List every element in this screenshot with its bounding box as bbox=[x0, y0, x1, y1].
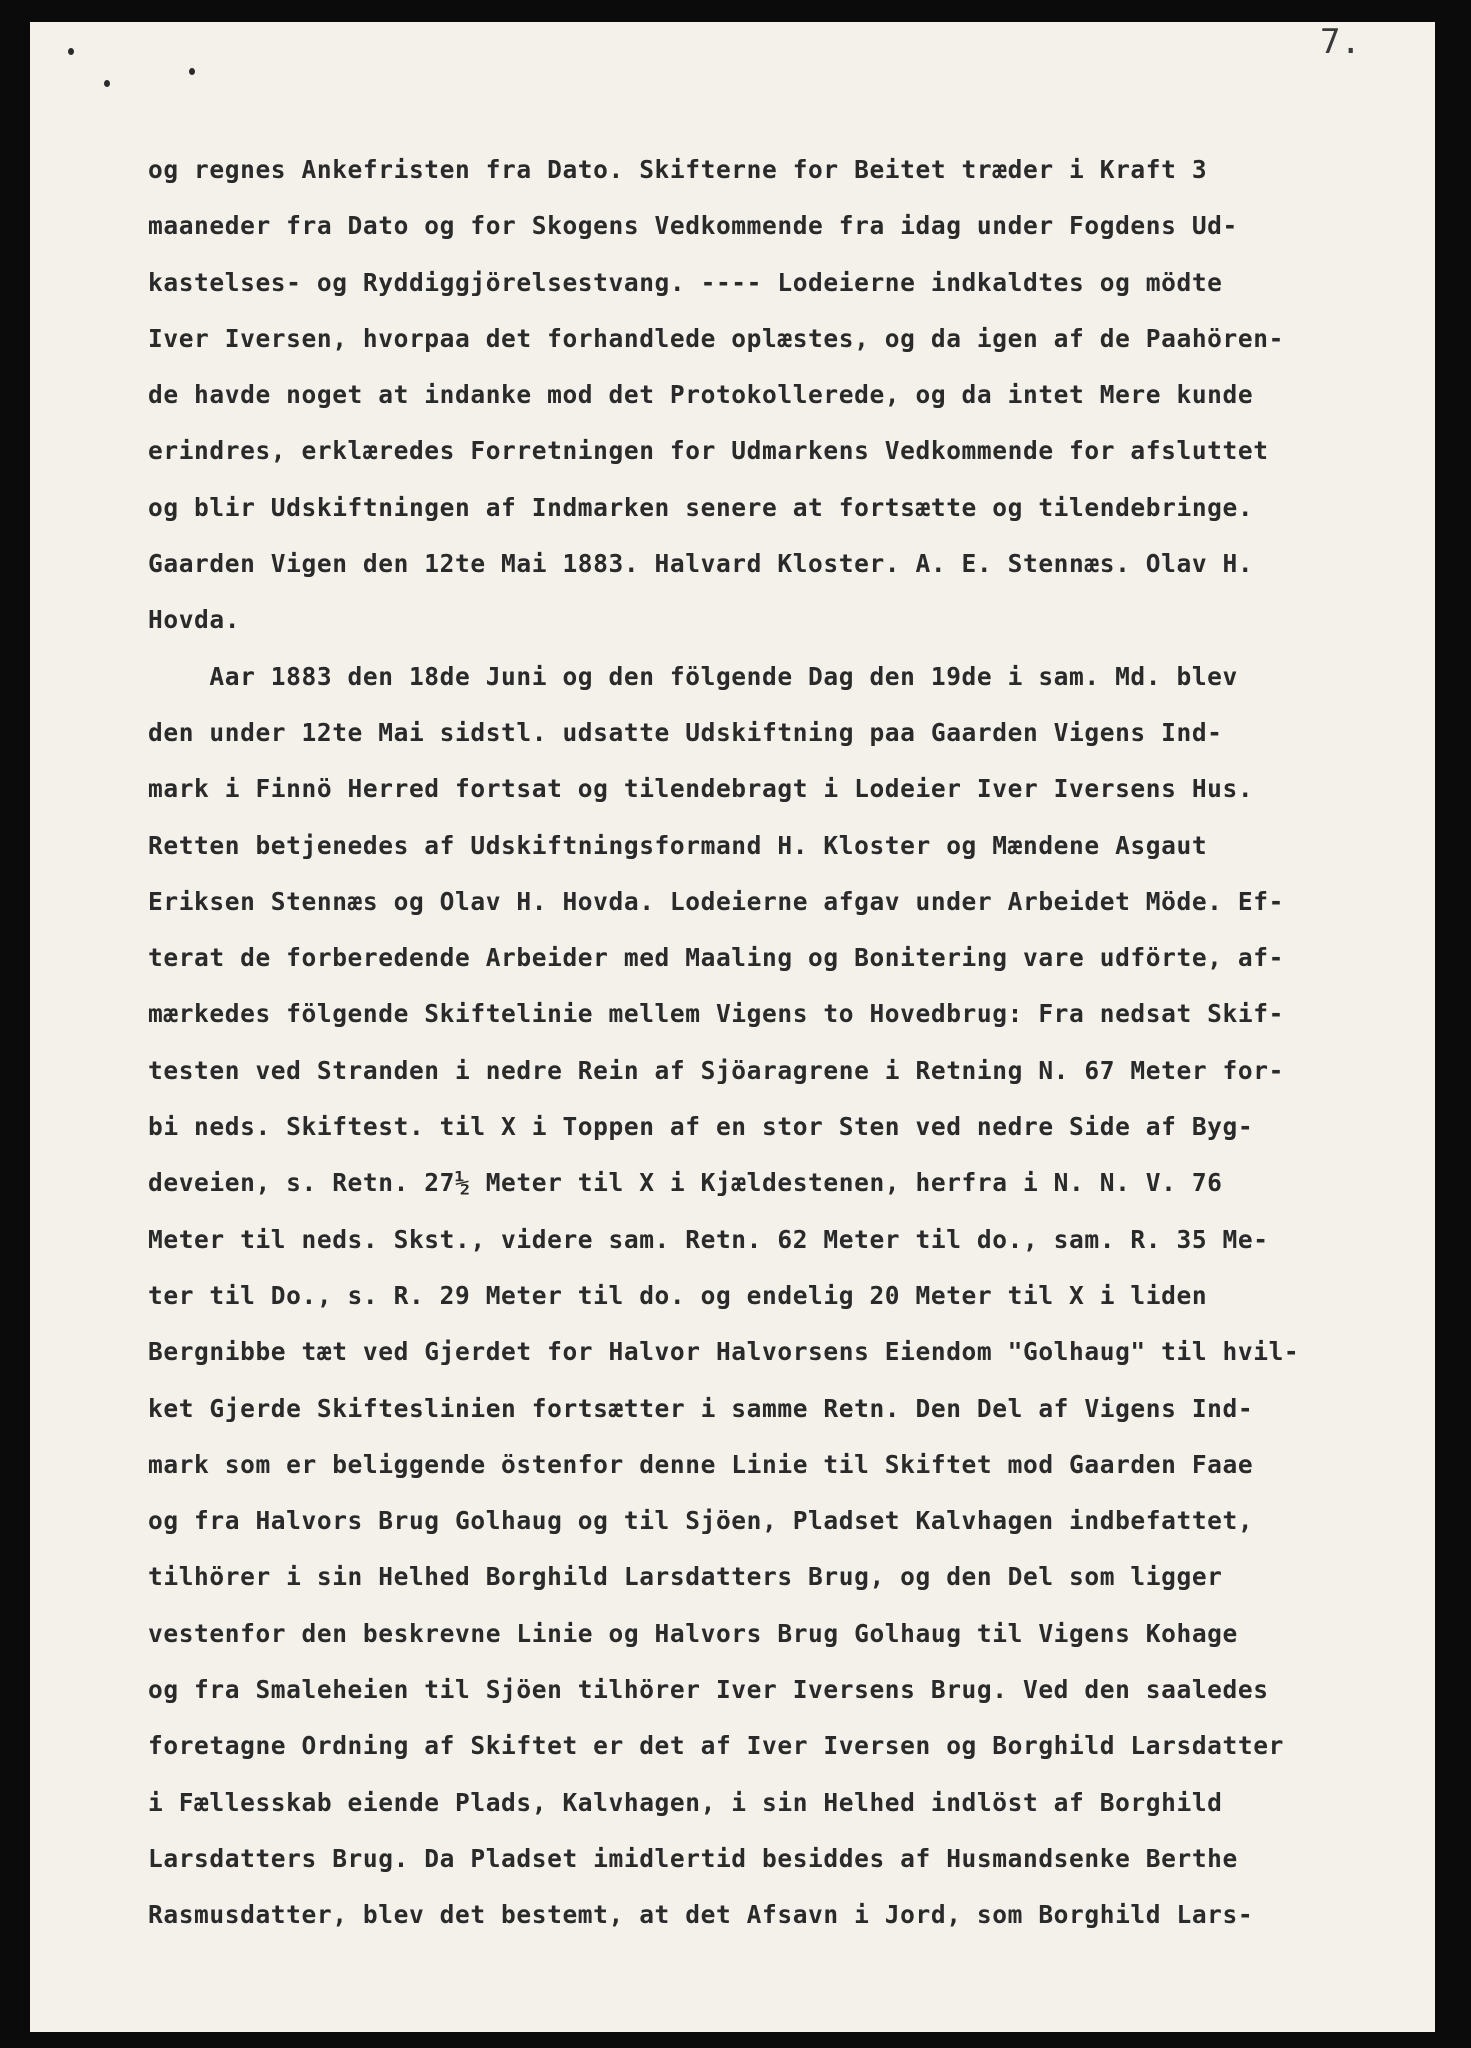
text-line: Hovda. bbox=[148, 605, 241, 635]
text-line: Rasmusdatter, blev det bestemt, at det Afsavn i Jord, som Borghild Lars- bbox=[148, 1900, 1254, 1930]
text-line: Meter til neds. Skst., videre sam. Retn. 62 Meter til do., sam. R. 35 Me- bbox=[148, 1224, 1269, 1254]
text-line: de havde noget at indanke mod det Protokollerede, og da intet Mere kunde bbox=[148, 380, 1254, 410]
text-line: og fra Halvors Brug Golhaug og til Sjöen, Pladset Kalvhagen indbefattet, bbox=[148, 1506, 1254, 1536]
text-line: mark i Finnö Herred fortsat og tilendebragt i Lodeier Iver Iversens Hus. bbox=[148, 774, 1254, 804]
text-line: Retten betjenedes af Udskiftningsformand H. Kloster og Mændene Asgaut bbox=[148, 830, 1208, 860]
text-line: mærkedes fölgende Skiftelinie mellem Vigens to Hovedbrug: Fra nedsat Skif- bbox=[148, 999, 1284, 1029]
text-line: Eriksen Stennæs og Olav H. Hovda. Lodeierne afgav under Arbeidet Möde. Ef- bbox=[148, 886, 1284, 916]
text-line: tilhörer i sin Helhed Borghild Larsdatters Brug, og den Del som ligger bbox=[148, 1562, 1223, 1592]
text-line: terat de forberedende Arbeider med Maaling og Bonitering vare udförte, af- bbox=[148, 943, 1284, 973]
text-line: maaneder fra Dato og for Skogens Vedkommende fra idag under Fogdens Ud- bbox=[148, 211, 1238, 241]
text-line: testen ved Stranden i nedre Rein af Sjöaragrene i Retning N. 67 Meter for- bbox=[148, 1055, 1284, 1085]
text-line: bi neds. Skiftest. til X i Toppen af en stor Sten ved nedre Side af Byg- bbox=[148, 1112, 1254, 1142]
text-line: mark som er beliggende östenfor denne Linie til Skiftet mod Gaarden Faae bbox=[148, 1449, 1254, 1479]
text-line: ter til Do., s. R. 29 Meter til do. og endelig 20 Meter til X i liden bbox=[148, 1280, 1208, 1310]
text-line: i Fællesskab eiende Plads, Kalvhagen, i sin Helhed indlöst af Borghild bbox=[148, 1787, 1223, 1817]
punch-mark bbox=[104, 80, 110, 87]
text-line: den under 12te Mai sidstl. udsatte Udskiftning paa Gaarden Vigens Ind- bbox=[148, 717, 1223, 747]
text-line: foretagne Ordning af Skiftet er det af Iver Iversen og Borghild Larsdatter bbox=[148, 1731, 1284, 1761]
text-line: Larsdatters Brug. Da Pladset imidlertid besiddes af Husmandsenke Berthe bbox=[148, 1843, 1238, 1873]
punch-mark bbox=[68, 48, 74, 55]
text-line: og blir Udskiftningen af Indmarken senere at fortsætte og tilendebringe. bbox=[148, 492, 1254, 522]
typewritten-text bbox=[148, 150, 1398, 1952]
text-line: og regnes Ankefristen fra Dato. Skifterne for Beitet træder i Kraft 3 bbox=[148, 155, 1208, 184]
text-line: Iver Iversen, hvorpaa det forhandlede oplæstes, og da igen af de Paahören- bbox=[148, 323, 1284, 353]
text-line: og fra Smaleheien til Sjöen tilhörer Iver Iversens Brug. Ved den saaledes bbox=[148, 1675, 1269, 1705]
text-line: Bergnibbe tæt ved Gjerdet for Halvor Halvorsens Eiendom "Golhaug" til hvil- bbox=[148, 1337, 1300, 1367]
text-line: deveien, s. Retn. 27½ Meter til X i Kjældestenen, herfra i N. N. V. 76 bbox=[148, 1168, 1223, 1198]
text-line: erindres, erklæredes Forretningen for Udmarkens Vedkommende for afsluttet bbox=[148, 436, 1269, 466]
text-line: Aar 1883 den 18de Juni og den fölgende Dag den 19de i sam. Md. blev bbox=[148, 661, 1238, 691]
text-line: ket Gjerde Skifteslinien fortsætter i samme Retn. Den Del af Vigens Ind- bbox=[148, 1393, 1254, 1423]
text-line: vestenfor den beskrevne Linie og Halvors Brug Golhaug til Vigens Kohage bbox=[148, 1618, 1238, 1648]
text-line: kastelses- og Ryddiggjörelsestvang. ---- Lodeierne indkaldtes og mödte bbox=[148, 267, 1223, 297]
punch-mark bbox=[189, 68, 195, 75]
page-number: 7. bbox=[1320, 22, 1361, 62]
text-line: Gaarden Vigen den 12te Mai 1883. Halvard Kloster. A. E. Stennæs. Olav H. bbox=[148, 549, 1254, 579]
